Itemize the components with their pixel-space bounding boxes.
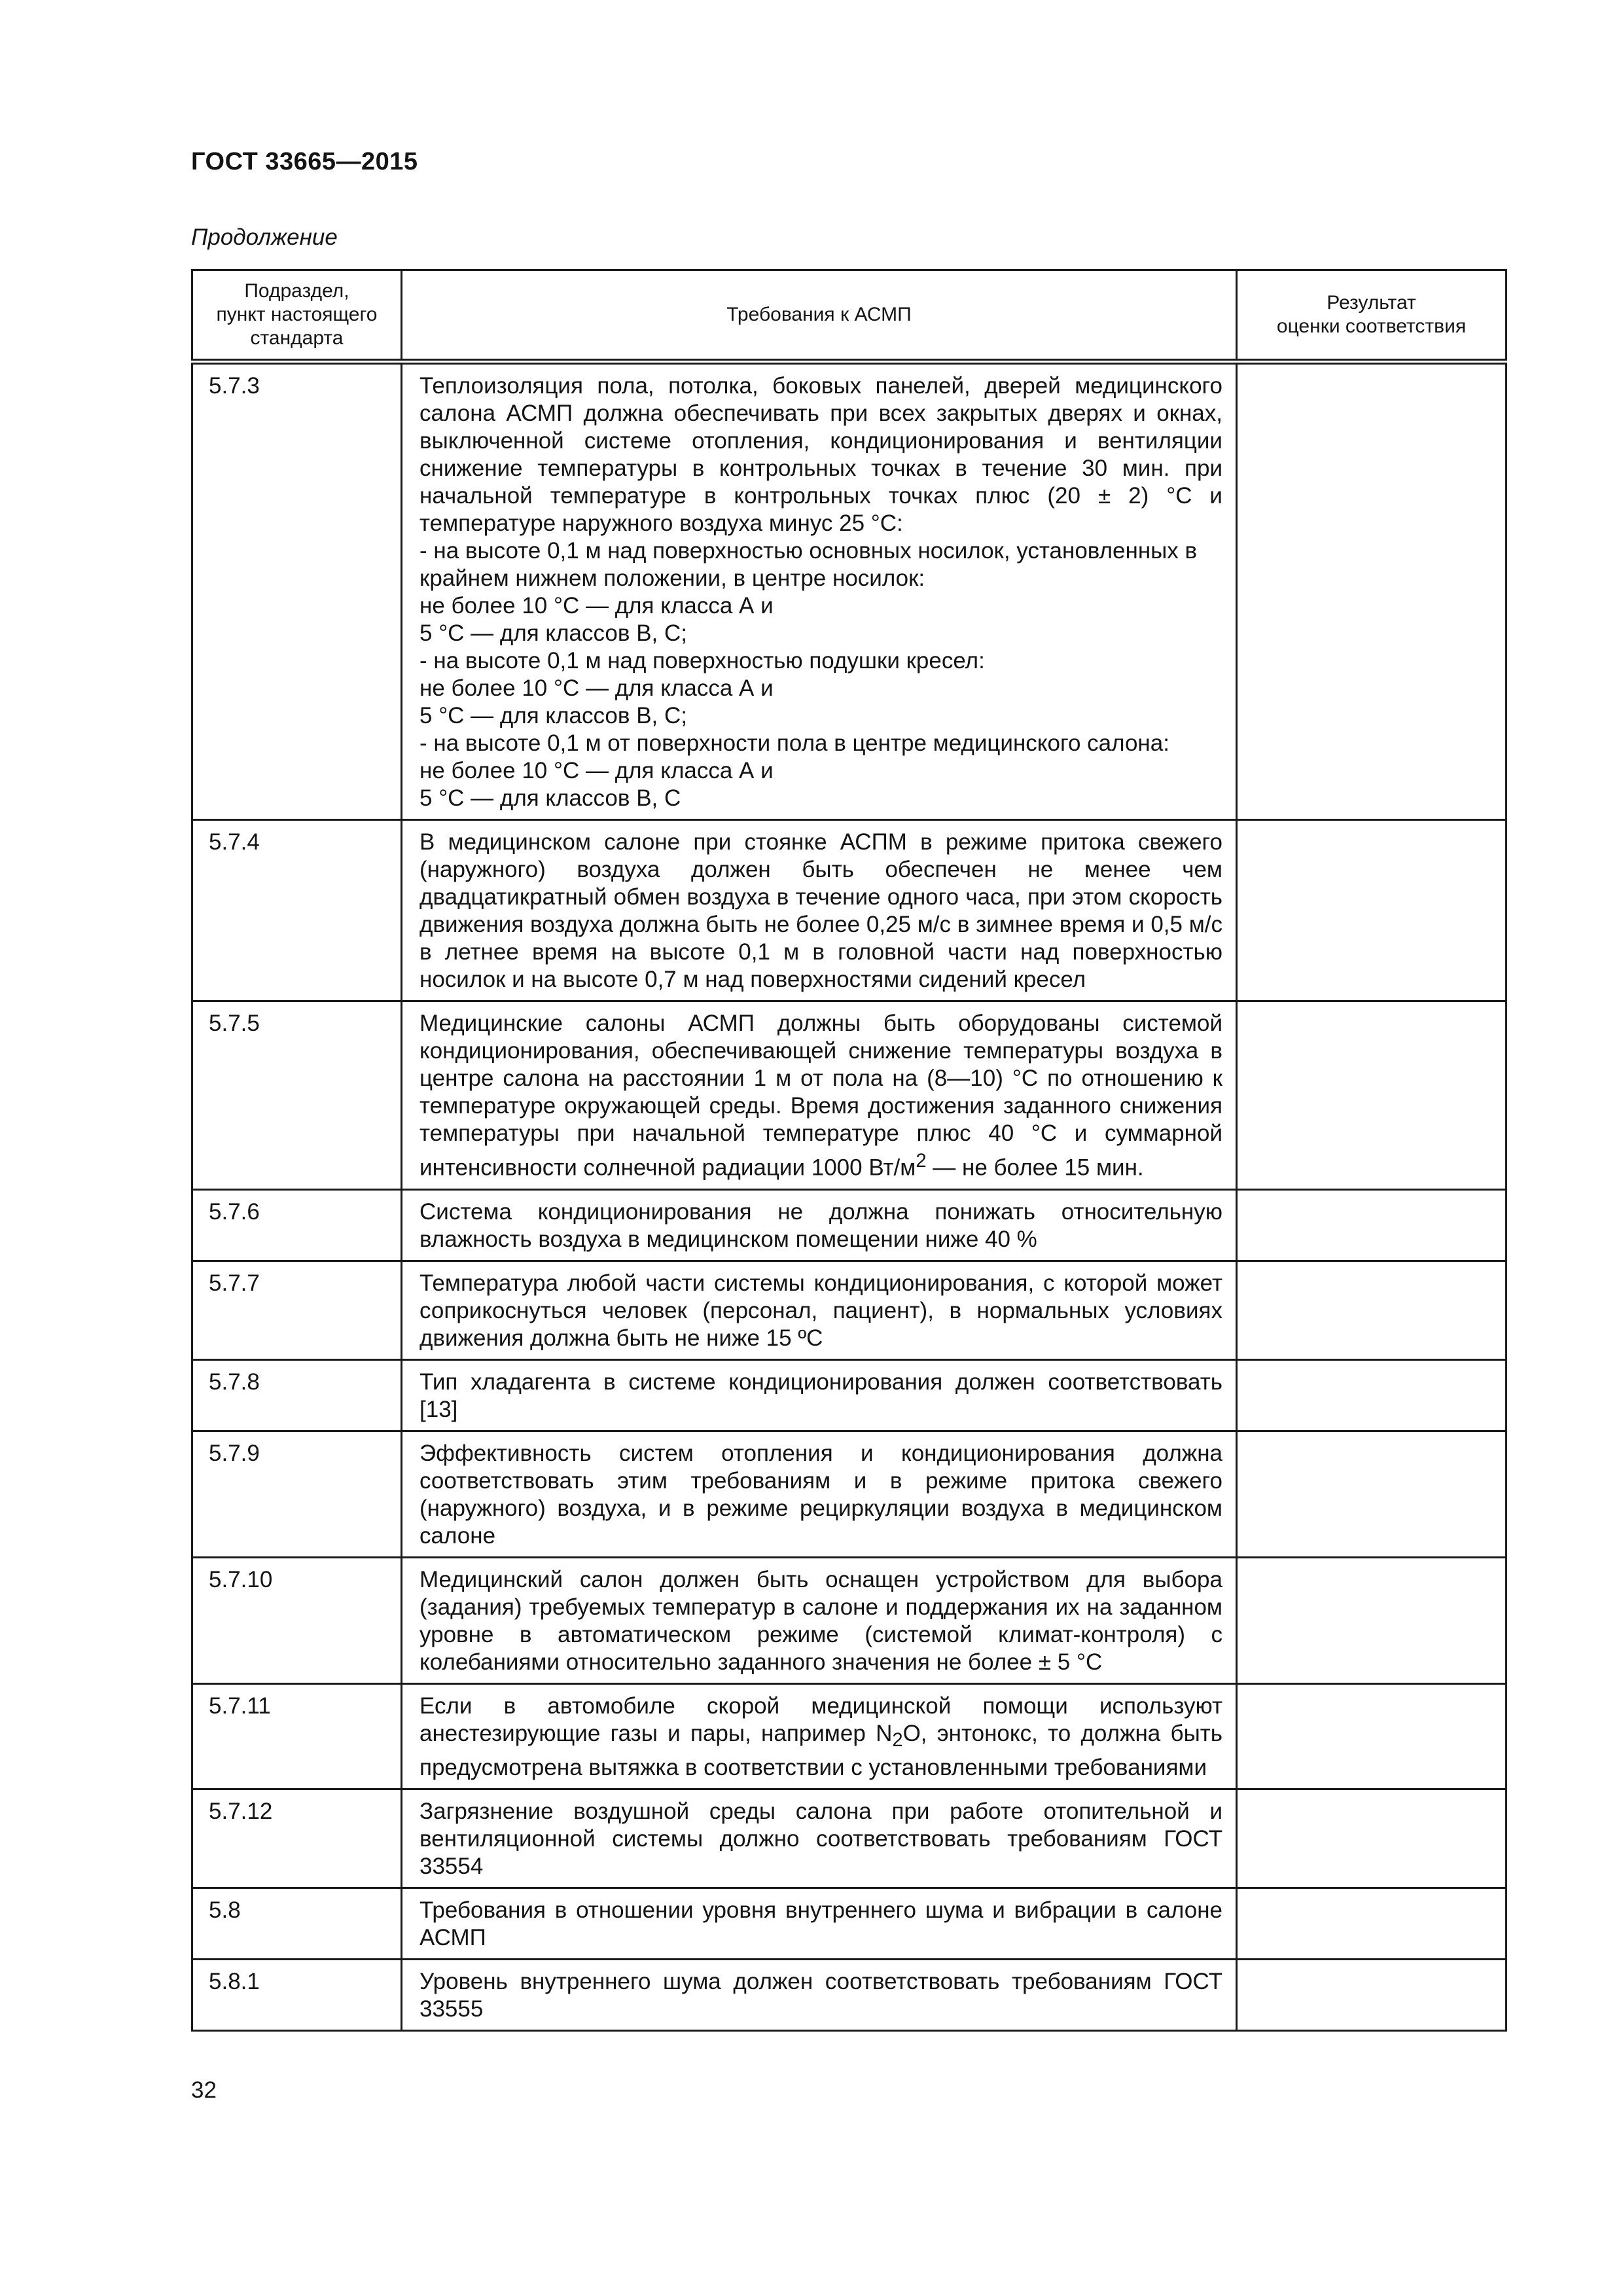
row-code: 5.7.6 (192, 1189, 402, 1261)
row-requirement (402, 362, 1237, 820)
row-code: 5.7.5 (192, 1001, 402, 1190)
row-result (1237, 1959, 1507, 2030)
row-code: 5.7.8 (192, 1359, 402, 1431)
requirement-text: Медицинские салоны АСМП должны быть оборудованы системой кондиционирования, обеспечивающей снижение температуры воздуха в центре салона на расстоянии 1 м от пола на (8—10) °С по отношению к температуре окружающей среды. Время достижения заданного снижения температуры при начальной температуре плюс 40 °С и суммарной интенсивности солнечной радиации 1000 Вт/м (419, 1011, 1222, 1181)
row-code: 5.7.10 (192, 1557, 402, 1683)
requirement-text-tail: O, энтонокс, то должна быть предусмотрена вытяжка в соответствии с установленными требованиями (419, 1720, 1222, 1780)
table-row (192, 362, 1507, 820)
table-row (192, 1683, 1507, 1789)
row-requirement: В медицинском салоне при стоянке АСПМ в режиме притока свежего (наружного) воздуха должен быть обеспечен не менее чем двадцатикратный обмен воздуха в течение одного часа, при этом скорость движения воздуха должна быть не более 0,25 м/с в зимнее время и 0,5 м/с в летнее время на высоте 0,1 м в головной части над поверхностью носилок и на высоте 0,7 м над поверхностями сидений кресел (402, 820, 1237, 1001)
row-requirement: Система кондиционирования не должна понижать относительную влажность воздуха в медицинском помещении ниже 40 % (402, 1189, 1237, 1261)
table-row (192, 1888, 1507, 1959)
requirement-intro: Теплоизоляция пола, потолка, боковых панелей, дверей медицинского салона АСМП должна обеспечивать при всех закрытых дверях и окнах, выключенной системе отопления, кондиционирования и вентиляции снижение температуры в контрольных точках в течение 30 мин. при начальной температуре в контрольных точках плюс (20 ± 2) °С и температуре наружного воздуха минус 25 °С: (419, 373, 1222, 536)
row-code: 5.7.3 (192, 362, 402, 820)
table-header-row (192, 270, 1507, 362)
column-header-requirements: Требования к АСМП (402, 270, 1237, 362)
row-result (1237, 1359, 1507, 1431)
row-result (1237, 1557, 1507, 1683)
row-requirement: Уровень внутреннего шума должен соответствовать требованиям ГОСТ 33555 (402, 1959, 1237, 2030)
row-result (1237, 1683, 1507, 1789)
column-header-section: Подраздел, пункт настоящего стандарта (192, 270, 402, 362)
row-code: 5.7.4 (192, 820, 402, 1001)
row-result (1237, 1888, 1507, 1959)
document-title: ГОСТ 33665—2015 (191, 148, 418, 175)
row-result (1237, 1431, 1507, 1557)
requirement-items: - на высоте 0,1 м над поверхностью основных носилок, установленных в крайнем нижнем положении, в центре носилок: не более 10 °С — для класса А и 5 °С — для классов В, С; - на высоте 0,1 м над поверхностью подушки кресел: не более 10 °С — для класса А и 5 °С — для классов В, С; - на высоте 0,1 м от поверхности пола в центре медицинского салона: не более 10 °С — для класса А и 5 °С — для классов В, С (419, 538, 1198, 811)
table-row (192, 1261, 1507, 1359)
row-code: 5.7.11 (192, 1683, 402, 1789)
row-requirement: Тип хладагента в системе кондиционирования должен соответствовать [13] (402, 1359, 1237, 1431)
row-result (1237, 1261, 1507, 1359)
row-result (1237, 820, 1507, 1001)
table-row (192, 1431, 1507, 1557)
table-row (192, 1189, 1507, 1261)
table-row (192, 1001, 1507, 1190)
row-requirement: Требования в отношении уровня внутреннего шума и вибрации в салоне АСМП (402, 1888, 1237, 1959)
row-code: 5.7.9 (192, 1431, 402, 1557)
continuation-label: Продолжение (191, 224, 338, 250)
subscript: 2 (892, 1729, 903, 1751)
table-row (192, 820, 1507, 1001)
table-row (192, 1557, 1507, 1683)
requirements-table (191, 269, 1507, 2032)
row-code: 5.7.7 (192, 1261, 402, 1359)
row-result (1237, 1001, 1507, 1190)
row-code: 5.8.1 (192, 1959, 402, 2030)
table-row (192, 1359, 1507, 1431)
requirement-text: Если в автомобиле скорой медицинской помощи используют анестезирующие газы и пары, например N (419, 1693, 1222, 1746)
row-requirement (402, 1001, 1237, 1190)
row-result (1237, 1189, 1507, 1261)
row-requirement: Температура любой части системы кондиционирования, с которой может соприкоснуться человек (персонал, пациент), в нормальных условиях движения должна быть не ниже 15 ºС (402, 1261, 1237, 1359)
table-row (192, 1789, 1507, 1888)
row-requirement: Медицинский салон должен быть оснащен устройством для выбора (задания) требуемых температур в салоне и поддержания их на заданном уровне в автоматическом режиме (системой климат-контроля) с колебаниями относительно заданного значения не более ± 5 °С (402, 1557, 1237, 1683)
column-header-result: Результат оценки соответствия (1237, 270, 1507, 362)
superscript: 2 (916, 1151, 927, 1172)
requirement-text-tail: — не более 15 мин. (926, 1155, 1144, 1181)
row-code: 5.8 (192, 1888, 402, 1959)
row-result (1237, 1789, 1507, 1888)
row-requirement: Загрязнение воздушной среды салона при работе отопительной и вентиляционной системы должно соответствовать требованиям ГОСТ 33554 (402, 1789, 1237, 1888)
row-code: 5.7.12 (192, 1789, 402, 1888)
row-requirement (402, 1683, 1237, 1789)
row-result (1237, 362, 1507, 820)
table-row (192, 1959, 1507, 2030)
row-requirement: Эффективность систем отопления и кондиционирования должна соответствовать этим требованиям и в режиме притока свежего (наружного) воздуха, и в режиме рециркуляции воздуха в медицинском салоне (402, 1431, 1237, 1557)
page-number: 32 (191, 2077, 217, 2103)
